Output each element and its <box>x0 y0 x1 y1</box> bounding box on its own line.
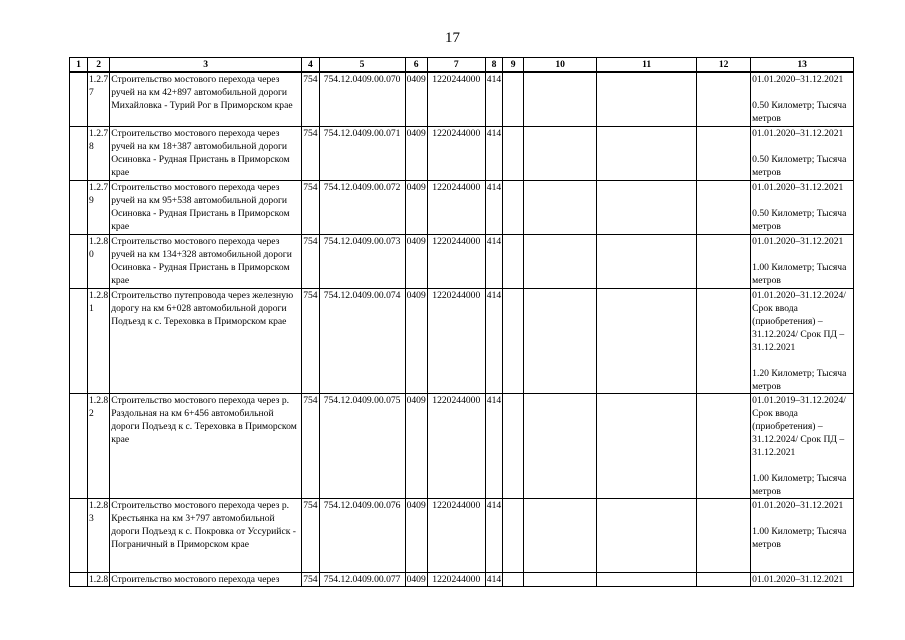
cell-col10 <box>524 393 597 498</box>
cell-col9 <box>503 498 524 572</box>
code-cell: 754 <box>302 234 319 288</box>
cell-col1 <box>70 234 88 288</box>
section-code-cell: 0409 <box>405 126 427 180</box>
target-item-cell: 1220244000 <box>427 234 485 288</box>
cell-col11 <box>597 498 697 572</box>
table-row <box>70 126 854 180</box>
cell-col10 <box>524 72 597 126</box>
target-item-cell: 1220244000 <box>427 498 485 572</box>
section-code-cell: 0409 <box>405 288 427 393</box>
header-row <box>70 58 854 73</box>
table-row <box>70 72 854 126</box>
table-row <box>70 288 854 393</box>
expense-type-cell: 414 <box>486 573 502 585</box>
project-name-cell: Строительство мостового перехода через ручей на км 95+538 автомобильной дороги Осиновка - Рудная Пристань в Приморском крае <box>110 180 302 234</box>
code-cell: 754 <box>302 393 319 498</box>
item-number-cell: 1.2.7 7 <box>88 72 110 126</box>
cell-col1 <box>70 126 88 180</box>
cell-col10 <box>524 234 597 288</box>
item-number-cell: 1.2.8 0 <box>88 234 110 288</box>
cell-col9 <box>503 234 524 288</box>
table-row <box>70 180 854 234</box>
column-header: 12 <box>697 58 751 73</box>
project-name-cell: Строительство мостового перехода через ручей на км 42+897 автомобильной дороги Михайловка - Турий Рог в Приморском крае <box>110 72 302 126</box>
cell-col11 <box>597 288 697 393</box>
column-header: 5 <box>319 58 405 73</box>
section-code-cell: 0409 <box>405 234 427 288</box>
expense-type-cell: 414 <box>485 498 502 572</box>
period-dates: 01.01.2020–31.12.2024/ Срок ввода (приобретения) – 31.12.2024/ Срок ПД – 31.12.2021 <box>752 289 846 353</box>
project-name-cell: Строительство мостового перехода через р. Крестьянка на км 3+797 автомобильной дороги Подъезд к с. Покровка от Уссурийск - Пограничный в Приморском крае <box>110 498 302 572</box>
budget-code-cell: 754.12.0409.00.074 <box>319 288 405 393</box>
item-number-cell: 1.2.8 <box>89 573 109 585</box>
period-dates: 01.01.2020–31.12.2021 <box>752 181 844 193</box>
project-name-cell: Строительство мостового перехода через ручей на км 134+328 автомобильной дороги Осиновка - Рудная Пристань в Приморском крае <box>110 234 302 288</box>
capacity-measure: 0.50 Километр; Тысяча метров <box>752 100 847 124</box>
cell-col12 <box>697 234 751 288</box>
budget-code-cell: 754.12.0409.00.075 <box>319 393 405 498</box>
cell-col12 <box>697 393 751 498</box>
column-header: 10 <box>524 58 597 73</box>
column-header: 2 <box>88 58 110 73</box>
table-row <box>70 393 854 498</box>
period-dates: 01.01.2020–31.12.2021 <box>752 127 844 139</box>
period-cell <box>751 393 854 498</box>
capacity-measure: 1.00 Километр; Тысяча метров <box>752 261 847 286</box>
cell-col11 <box>597 234 697 288</box>
expense-type-cell: 414 <box>485 126 502 180</box>
item-number-cell: 1.2.8 2 <box>88 393 110 498</box>
cell-col12 <box>697 572 751 586</box>
column-header: 7 <box>427 58 485 73</box>
period-dates: 01.01.2020–31.12.2021 <box>752 74 844 85</box>
target-item-cell: 1220244000 <box>427 393 485 498</box>
budget-code-cell: 754.12.0409.00.077 <box>319 572 405 586</box>
cell-col12 <box>697 498 751 572</box>
target-item-cell: 1220244000 <box>427 288 485 393</box>
target-item-cell: 1220244000 <box>427 180 485 234</box>
period-cell <box>751 126 854 180</box>
cell-col1 <box>70 288 88 393</box>
cell-col11 <box>597 126 697 180</box>
cell-col12 <box>697 180 751 234</box>
column-header: 3 <box>110 58 302 73</box>
cell-col12 <box>697 288 751 393</box>
column-header: 11 <box>597 58 697 73</box>
target-item-cell: 1220244000 <box>427 572 485 586</box>
cell-col1 <box>70 72 88 126</box>
expense-type-cell: 414 <box>485 234 502 288</box>
budget-code-cell: 754.12.0409.00.076 <box>319 498 405 572</box>
project-name-cell: Строительство мостового перехода через <box>110 572 302 586</box>
cell-col12 <box>697 72 751 126</box>
item-number-cell: 1.2.8 1 <box>88 288 110 393</box>
code-cell: 754 <box>302 498 319 572</box>
budget-code-cell: 754.12.0409.00.073 <box>319 234 405 288</box>
project-name-cell: Строительство мостового перехода через ручей на км 18+387 автомобильной дороги Осиновка - Рудная Пристань в Приморском крае <box>110 126 302 180</box>
section-code-cell: 0409 <box>405 180 427 234</box>
column-header: 8 <box>485 58 502 73</box>
budget-code-cell: 754.12.0409.00.070 <box>319 72 405 126</box>
cell-col10 <box>524 288 597 393</box>
cell-col1 <box>70 180 88 234</box>
capacity-measure: 1.20 Километр; Тысяча метров <box>752 367 847 392</box>
page-number: 17 <box>445 30 460 46</box>
budget-table <box>69 57 854 587</box>
column-header: 9 <box>503 58 524 73</box>
code-cell: 754 <box>302 288 319 393</box>
period-dates: 01.01.2020–31.12.2021 <box>752 573 844 585</box>
cell-col11 <box>597 393 697 498</box>
cell-col1 <box>70 393 88 498</box>
budget-code-cell: 754.12.0409.00.071 <box>319 126 405 180</box>
target-item-cell: 1220244000 <box>427 72 485 126</box>
expense-type-cell: 414 <box>485 180 502 234</box>
period-dates: 01.01.2019–31.12.2024/ Срок ввода (приобретения) – 31.12.2024/ Срок ПД – 31.12.2021 <box>752 394 846 458</box>
table-row <box>70 572 854 586</box>
cell-col10 <box>524 180 597 234</box>
code-cell: 754 <box>302 126 319 180</box>
budget-code-cell: 754.12.0409.00.072 <box>319 180 405 234</box>
target-item-cell: 1220244000 <box>427 126 485 180</box>
column-header: 4 <box>302 58 319 73</box>
period-cell <box>751 498 854 572</box>
cell-col12 <box>697 126 751 180</box>
expense-type-cell: 414 <box>485 72 502 126</box>
code-cell: 754 <box>303 573 318 585</box>
period-dates: 01.01.2020–31.12.2021 <box>752 235 844 247</box>
cell-col10 <box>524 572 597 586</box>
cell-col10 <box>524 498 597 572</box>
code-cell: 754 <box>302 180 319 234</box>
cell-col11 <box>597 180 697 234</box>
capacity-measure: 1.00 Километр; Тысяча метров <box>752 525 847 550</box>
item-number-cell: 1.2.7 9 <box>88 180 110 234</box>
section-code-cell: 0409 <box>405 72 427 126</box>
table-row <box>70 498 854 572</box>
period-dates: 01.01.2020–31.12.2021 <box>752 499 844 511</box>
item-number-cell: 1.2.8 3 <box>88 498 110 572</box>
cell-col9 <box>503 393 524 498</box>
expense-type-cell: 414 <box>485 393 502 498</box>
section-code-cell: 0409 <box>405 393 427 498</box>
column-header: 13 <box>751 58 854 73</box>
capacity-measure: 0.50 Километр; Тысяча метров <box>752 153 847 178</box>
cell-col11 <box>597 72 697 126</box>
cell-col9 <box>503 572 524 586</box>
period-cell <box>751 180 854 234</box>
period-cell <box>751 72 854 126</box>
cell-col9 <box>503 180 524 234</box>
code-cell: 754 <box>302 72 319 126</box>
cell-col1 <box>70 498 88 572</box>
cell-col9 <box>503 126 524 180</box>
cell-col10 <box>524 126 597 180</box>
section-code-cell: 0409 <box>405 498 427 572</box>
period-cell <box>751 572 854 586</box>
column-header: 1 <box>70 58 88 73</box>
cell-col1 <box>70 572 88 586</box>
table-body <box>70 72 854 586</box>
project-name-cell: Строительство путепровода через железную дорогу на км 6+028 автомобильной дороги Подъезд к с. Тереховка в Приморском крае <box>110 288 302 393</box>
column-header: 6 <box>405 58 427 73</box>
item-number-cell: 1.2.7 8 <box>88 126 110 180</box>
section-code-cell: 0409 <box>406 573 426 585</box>
project-name-cell: Строительство мостового перехода через р. Раздольная на км 6+456 автомобильной дороги Подъезд к с. Тереховка в Приморском крае <box>110 393 302 498</box>
cell-col11 <box>597 572 697 586</box>
capacity-measure: 1.00 Километр; Тысяча метров <box>752 472 847 497</box>
period-cell <box>751 288 854 393</box>
capacity-measure: 0.50 Километр; Тысяча метров <box>752 207 847 232</box>
table-row <box>70 234 854 288</box>
cell-col9 <box>503 72 524 126</box>
period-cell <box>751 234 854 288</box>
cell-col9 <box>503 288 524 393</box>
expense-type-cell: 414 <box>485 288 502 393</box>
